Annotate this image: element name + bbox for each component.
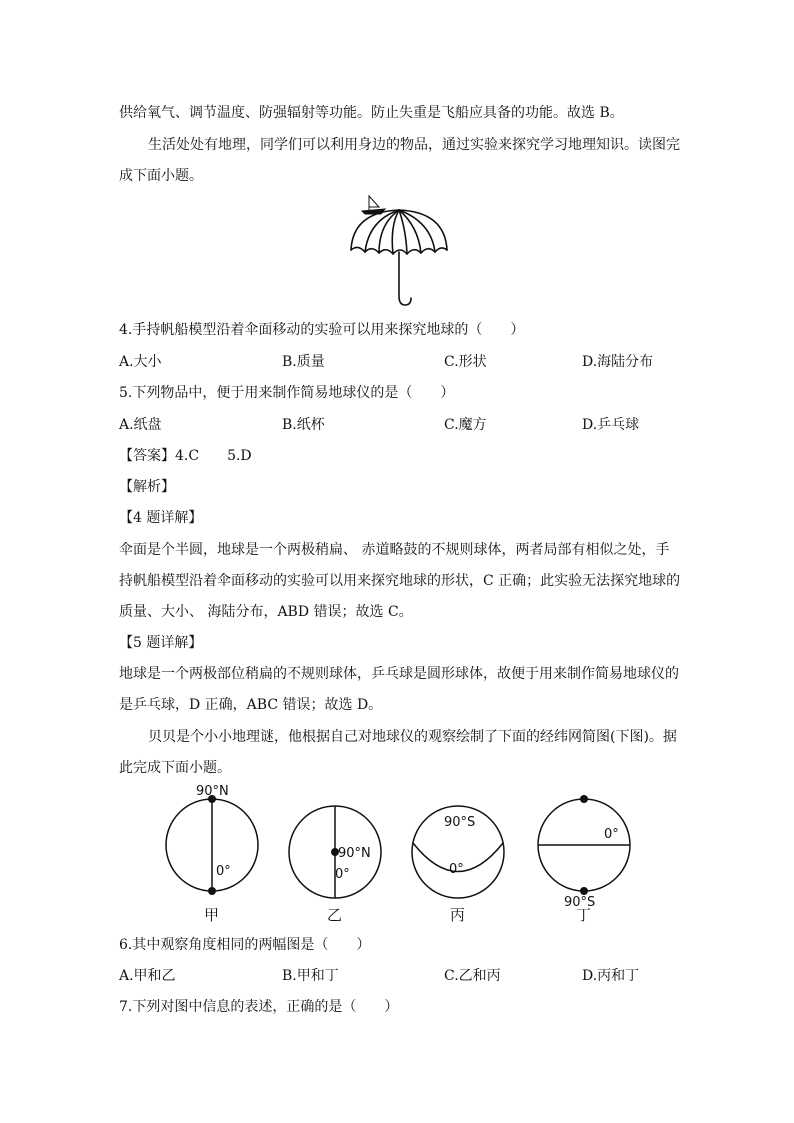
intro-line: 生活处处有地理，同学们可以利用身边的物品，通过实验来探究学习地理知识。读图完: [148, 137, 680, 153]
q4-detail-label: 【4 题详解】: [119, 510, 203, 526]
q5-detail-label: 【5 题详解】: [119, 635, 203, 651]
globe-jia-top-label: 90°N: [196, 784, 229, 799]
question-4-stem: 4.手持帆船模型沿着伞面移动的实验可以用来探究地球的（ ）: [119, 322, 525, 338]
answer-line: 【答案】4.C 5.D: [119, 448, 252, 464]
q5-detail-line: 是乒乓球，D 正确，ABC 错误；故选 D。: [119, 697, 383, 713]
q5-option-c: C.魔方: [444, 417, 487, 433]
intro-line: 此完成下面小题。: [119, 760, 231, 776]
globe-ding-top-dot: [580, 795, 588, 803]
globe-bing-caption: 丙: [450, 906, 466, 924]
q4-detail-line: 伞面是个半圆，地球是一个两极稍扁、 赤道略鼓的不规则球体，两者局部有相似之处，手: [119, 542, 670, 558]
sailboat-model: [362, 196, 385, 214]
globe-yi-label-a: 90°N: [338, 846, 371, 861]
q5-option-b: B.纸杯: [282, 417, 325, 433]
q6-option-d: D.丙和丁: [582, 968, 640, 984]
globe-bing-label-a: 90°S: [444, 815, 476, 830]
q6-option-b: B.甲和丁: [282, 968, 339, 984]
globe-ding-label-a: 0°: [604, 827, 619, 842]
globe-jia-inner-label: 0°: [216, 864, 231, 879]
q4-detail-line: 质量、大小、 海陆分布，ABD 错误；故选 C。: [119, 604, 413, 620]
globe-bing-label-b: 0°: [449, 862, 464, 877]
globe-yi-caption: 乙: [327, 906, 343, 924]
q6-option-c: C.乙和丙: [444, 968, 501, 984]
q4-option-c: C.形状: [444, 354, 487, 370]
globe-ding-bottom-label: 90°S: [564, 895, 596, 910]
intro-line: 贝贝是个小小地理谜，他根据自己对地球仪的观察绘制了下面的经纬网简图(下图)。据: [148, 729, 677, 745]
question-5-stem: 5.下列物品中，便于用来制作简易地球仪的是（ ）: [119, 385, 455, 401]
globe-diagrams: [150, 780, 670, 930]
analysis-label: 【解析】: [119, 479, 175, 495]
question-7-stem: 7.下列对图中信息的表述，正确的是（ ）: [119, 999, 399, 1015]
q5-option-d: D.乒乓球: [582, 417, 640, 433]
globe-ding-bottom-dot: [580, 887, 588, 895]
globe-ding-caption: 丁: [576, 906, 592, 924]
q5-option-a: A.纸盘: [119, 417, 162, 433]
q4-detail-line: 持帆船模型沿着伞面移动的实验可以用来探究地球的形状，C 正确；此实验无法探究地球的: [119, 573, 681, 589]
question-6-stem: 6.其中观察角度相同的两幅图是（ ）: [119, 937, 371, 953]
paragraph-line: 供给氧气、调节温度、防强辐射等功能。防止失重是飞船应具备的功能。故选 B。: [119, 105, 624, 121]
q4-option-a: A.大小: [119, 354, 162, 370]
q6-option-a: A.甲和乙: [119, 968, 176, 984]
intro-line: 成下面小题。: [119, 168, 203, 184]
globe-jia-caption: 甲: [204, 906, 220, 924]
globe-yi-label-b: 0°: [335, 867, 350, 882]
umbrella-illustration: [345, 190, 453, 312]
globe-jia-center-dot: [208, 887, 216, 895]
q4-option-d: D.海陆分布: [582, 354, 654, 370]
q4-option-b: B.质量: [282, 354, 325, 370]
q5-detail-line: 地球是一个两极部位稍扁的不规则球体，乒乓球是圆形球体，故便于用来制作简易地球仪的: [119, 666, 679, 682]
umbrella-handle: [399, 252, 411, 305]
